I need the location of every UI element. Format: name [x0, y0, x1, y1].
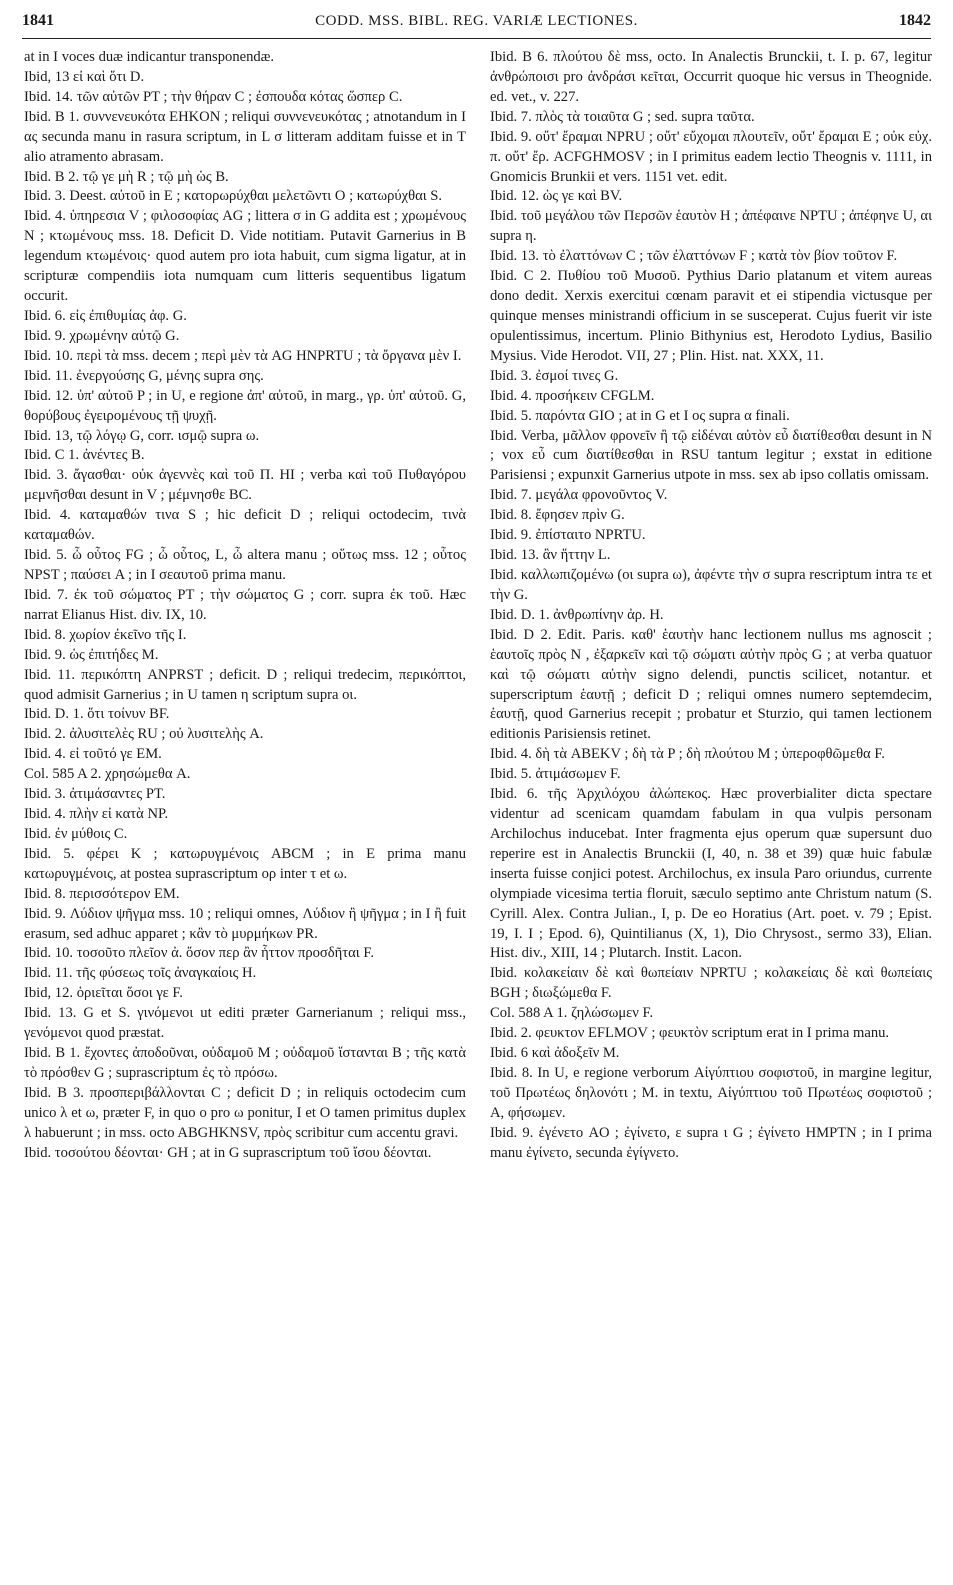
apparatus-entry: Ibid. τοσούτου δέονται· GH ; at in G suprascriptum τοῦ ἴσου δέονται.: [24, 1144, 432, 1161]
apparatus-entry: Ibid. τοῦ μεγάλου τῶν Περσῶν ἑαυτὸν H ; ἀπέφαινε NPTU ; ἀπέφηνε U, αι supra η.: [490, 208, 932, 245]
page-number-right: 1842: [899, 12, 931, 29]
apparatus-entry: Ibid. 2. φευκτον EFLMOV ; φευκτὸν scriptum erat in I prima manu.: [490, 1025, 890, 1042]
apparatus-entry: Ibid. 14. τῶν αὐτῶν PT ; τὴν θήραν C ; ἐσπουδα κότας ὥσπερ C.: [24, 88, 403, 105]
apparatus-entry: Ibid. καλλωπιζομένω (οι supra ω), ἀφέντε τὴν σ supra rescriptum intra τε et τὴν G.: [490, 566, 932, 603]
apparatus-entry: Ibid. 4. ὑπηρεσια V ; φιλοσοφίας AG ; littera σ in G addita est ; χρωμένους N ; κτωμένους mss. 18. Deficit D. Vide notitiam. Putavit Garnerius in B legendum κτωμένοις· quod autem pro iota habuit, cum sigma ligatur, at in scripturæ compendiis iota numquam cum litteris sequentibus ligatum occurit.: [24, 208, 466, 305]
apparatus-entry: Ibid. 11. ἐνεργούσης G, μένης supra σης.: [24, 367, 264, 384]
apparatus-entry: Ibid. 10. περὶ τὰ mss. decem ; περὶ μὲν τὰ AG HNPRTU ; τὰ ὄργανα μὲν I.: [24, 347, 462, 364]
apparatus-entry: Ibid. 13. τὸ ἐλαττόνων C ; τῶν ἐλαττόνων F ; κατὰ τὸν βίον τοῦτον F.: [490, 248, 898, 265]
apparatus-entry: Ibid. 9. χρωμένην αὐτῷ G.: [24, 327, 180, 344]
apparatus-entry: Ibid. 6. εἰς ἐπιθυμίας ἀφ. G.: [24, 307, 187, 324]
apparatus-entry: Ibid. 6. τῆς Ἀρχιλόχου ἀλώπεκος. Hæc proverbialiter dicta spectare videntur ad scenicam quamdam fabulam in qua vulpis personam Archilochus inducebat. Inter fragmenta ejus operum quæ supersunt duo reperire est in Analectis Brunckii (I, 40, n. 38 et 39) quæ huic fabulæ inserta fuisse conjici potest. Archilochus, ex insula Paro oriundus, currente olympiade vicesima tertia floruit, sæculo septimo ante Christum natum (S. Cyrill. Alex. Contra Julian., I, p. De eo Horatius (Art. poet. v. 79 ; Epist. 19, I. I ; Epod. 6), Quintilianus (X, 1), Dio Chrysost., sermo 33), Elian. Hist. div., XIII, 14 ; Plutarch. Instit. Lacon.: [490, 786, 932, 962]
apparatus-entry: Ibid. 10. τοσοῦτο πλεῖον ἀ. ὅσον περ ἂν ἧττον προσδῆται F.: [24, 945, 374, 962]
apparatus-entry: Ibid. 4. εἰ τοῦτό γε EM.: [24, 746, 162, 763]
header-rule: [22, 38, 931, 39]
apparatus-entry: Ibid. 5. ὦ οὗτος FG ; ὦ οὗτος, L, ὦ altera manu ; οὕτως mss. 12 ; οὗτος NPST ; παύσει A ; in I σεαυτοῦ prima manu.: [24, 547, 466, 583]
apparatus-entry: Ibid. 5. ἀτιμάσωμεν F.: [490, 766, 621, 783]
apparatus-entry: Ibid. 12. ὑπ' αὐτοῦ P ; in U, e regione ἀπ' αὐτοῦ, in marg., γρ. ὑπ' αὐτοῦ. G, θορύβους ἐγειρομένους τῇ ψυχῇ.: [24, 387, 466, 424]
apparatus-entry: Ibid. 12. ὡς γε καὶ BV.: [490, 188, 623, 205]
running-title: CODD. MSS. BIBL. REG. VARIÆ LECTIONES.: [315, 13, 638, 29]
apparatus-entry: Ibid. 7. ἐκ τοῦ σώματος PT ; τὴν σώματος G ; corr. supra ἐκ τοῦ. Hæc narrat Elianus Hist. div. IX, 10.: [24, 586, 466, 623]
apparatus-entry: Ibid. 4. πλὴν εἰ κατὰ NP.: [24, 806, 169, 823]
apparatus-entry: Ibid. 3. ἄγασθαι· οὐκ ἀγεννὲς καὶ τοῦ Π. HI ; verba καὶ τοῦ Πυθαγόρου μεμνῆσθαι desunt in V ; μέμνησθε BC.: [24, 467, 466, 504]
apparatus-entry: Ibid. 4. καταμαθών τινα S ; hic deficit D ; reliqui octodecim, τινὰ καταμαθών.: [24, 507, 466, 544]
apparatus-entry: Ibid. 9. ὡς ἐπιτήδες M.: [24, 646, 159, 663]
apparatus-entry: Ibid. D. 1. ὅτι τοίνυν BF.: [24, 706, 170, 723]
apparatus-entry: Ibid. 5. φέρει K ; κατωρυγμένοις ABCM ; in E prima manu κατωρυγμένοις, at postea suprascriptum ορ inter τ et ω.: [24, 845, 466, 882]
apparatus-entry: Ibid. 8. ἔφησεν πρὶν G.: [490, 507, 625, 524]
apparatus-entry: Ibid. 9. οὔτ' ἔραμαι NPRU ; οὔτ' εὔχομαι πλουτεῖν, οὔτ' ἔραμαι E ; οὐκ εὐχ. π. οὔτ' ἔρ. ACFGHMOSV ; in I primitus eadem lectio Theognis v. 1111, in Gnomicis Brunkii et vers. 1151 vet. edit.: [490, 128, 932, 185]
apparatus-entry: Ibid. C 2. Πυθίου τοῦ Μυσοῦ. Pythius Dario platanum et vitem aureas dono dedit. Xerxis exercitui cœnam paravit et ei stipendia victusque per quinque menses ministrandi officium in se susceperat. Cujus fuerit vir iste opulentissimus, incertum. Plinio Bithynius est, Herodoto Lydius, Basilio Mysius. Vide Herodot. VII, 27 ; Plin. Hist. nat. XXX, 11.: [490, 268, 932, 364]
apparatus-entry: Ibid. 3. ἀτιμάσαντες PT.: [24, 786, 166, 803]
apparatus-entry: Ibid. 4. προσήκειν CFGLM.: [490, 387, 655, 404]
apparatus-entry: Ibid. 6 καὶ ἀδοξεῖν M.: [490, 1045, 620, 1062]
apparatus-entry: at in I voces duæ indicantur transponendæ.: [24, 49, 275, 65]
apparatus-entry: Ibid. 5. παρόντα GIO ; at in G et I ος supra α finali.: [490, 407, 790, 424]
apparatus-entry: Ibid. C 1. ἀνέντες B.: [24, 447, 145, 464]
apparatus-entry: Ibid. 9. ἐγένετο AO ; ἐγίνετο, ε supra ι G ; ἐγίνετο HMPTN ; in I prima manu ἐγίνετο, secunda ἐγίγνετο.: [490, 1124, 932, 1161]
apparatus-entry: Ibid. D. 1. ἀνθρωπίνην ἀρ. H.: [490, 606, 664, 623]
apparatus-entry: Ibid. B 1. συννενευκότα EHKON ; reliqui συννενευκότας ; atnotandum in I ας secunda manu in rasura scriptum, in L σ litteram additam fuisse et in T alio atramento abrasam.: [24, 108, 466, 165]
apparatus-entry: Ibid. B 1. ἔχοντες ἀποδοῦναι, οὐδαμοῦ M ; οὐδαμοῦ ἵστανται B ; τῆς κατὰ τὸ πρόσθεν G ; suprascriptum ἐς τὸ πρόσω.: [24, 1045, 466, 1082]
apparatus-entry: Ibid, 13 εἰ καὶ ὅτι D.: [24, 68, 145, 85]
page-header: [22, 10, 931, 36]
apparatus-entry: Ibid. B 3. προσπεριβάλλονται C ; deficit D ; in reliquis octodecim cum unico λ et ω, præter F, in quo ο pro ω ponitur, I et O tamen primitus duplex λ habuerunt ; in mss. octo ABGHKNSV, πρὸς scribitur cum accentu gravi.: [24, 1084, 466, 1141]
apparatus-entry: Ibid. 8. In U, e regione verborum Αἰγύπτιου σοφιστοῦ, in margine legitur, τοῦ Πρωτέως δηλονότι ; M. in textu, Αἰγύπτιου τοῦ Πρωτέως σοφιστοῦ ; A, φήσωμεν.: [490, 1065, 932, 1121]
apparatus-entry: Col. 585 A 2. χρησώμεθα A.: [24, 766, 191, 783]
apparatus-entry: Ibid. 4. δὴ τὰ ABEKV ; δὴ τὰ P ; δὴ πλούτου M ; ὑπεροφθῶμεθα F.: [490, 746, 885, 763]
apparatus-entry: Ibid. 9. ἐπίσταιτο NPRTU.: [490, 527, 646, 544]
right-column: [490, 48, 932, 1164]
apparatus-entry: Ibid. Verba, μᾶλλον φρονεῖν ἢ τῷ εἰδέναι αὐτὸν εὖ διατίθεσθαι desunt in N ; vox εὖ cum διατίθεσθαι in RSU tantum legitur ; exstat in editione Parisiensi ; expunxit Garnerius utpote in mss. sex ab ipso collatis omissam.: [490, 427, 932, 484]
apparatus-entry: Ibid. 2. ἀλυσιτελὲς RU ; οὐ λυσιτελὴς A.: [24, 726, 264, 743]
apparatus-entry: Ibid. 9. Λύδιον ψῆγμα mss. 10 ; reliqui omnes, Λύδιον ἢ ψῆγμα ; in I ἢ fuit erasum, sed adhuc apparet ; κἂν τὸ μυρμήκων PR.: [24, 905, 466, 942]
apparatus-entry: Ibid. 7. μεγάλα φρονοῦντος V.: [490, 487, 668, 504]
apparatus-entry: Ibid. 3. Deest. αὐτοῦ in E ; κατορωρύχθαι μελετῶντι O ; κατωρύχθαι S.: [24, 188, 443, 205]
apparatus-entry: Ibid. 3. ἐσμοί τινες G.: [490, 367, 619, 384]
apparatus-entry: Col. 588 A 1. ζηλώσωμεν F.: [490, 1005, 654, 1022]
apparatus-entry: Ibid. D 2. Edit. Paris. καθ' ἑαυτὴν hanc lectionem nullus ms agnoscit ; ἑαυτοῖς πρὸς N , ἐξαρκεῖν καὶ τῷ σώματι αὐτὴν πρὸς G ; at verba quatuor καὶ τῷ σώματι αὐτὴν signo delendi, punctis scilicet, notantur. et superscriptum ἑαυτῇ ; deficit D ; reliqui omnes numero septemdecim, ἑαυτῇ, quod Garnerius recepit ; probatur et Sturzio, qui tamen lectionem editionis Parisiensis retinet.: [490, 626, 932, 743]
left-column: [24, 48, 466, 1164]
apparatus-entry: Ibid. 11. περικόπτη ANPRST ; deficit. D ; reliqui tredecim, περικόπτοι, quod admisit Garnerius ; in U tamen η scriptum supra οι.: [24, 666, 466, 703]
apparatus-entry: Ibid. B 2. τῷ γε μὴ R ; τῷ μὴ ὡς B.: [24, 168, 229, 185]
apparatus-entry: Ibid. 11. τῆς φύσεως τοῖς ἀναγκαίοις H.: [24, 965, 257, 982]
apparatus-entry: Ibid. 8. χωρίον ἐκεῖνο τῆς I.: [24, 626, 187, 643]
apparatus-entry: Ibid. B 6. πλούτου δὲ mss, octo. In Analectis Brunckii, t. I. p. 67, legitur ἀνθρώποισι pro ἀνδράσι κεῖται, Occurrit quoque hic versus in Theognide. ed. vet., v. 227.: [490, 49, 932, 105]
apparatus-entry: Ibid. ἐν μύθοις C.: [24, 825, 128, 842]
apparatus-entry: Ibid, 12. ὁριεῖται ὅσοι γε F.: [24, 985, 183, 1002]
apparatus-entry: Ibid. 13, τῷ λόγῳ G, corr. ισμῷ supra ω.: [24, 427, 260, 444]
apparatus-entry: Ibid. 7. πλὸς τὰ τοιαῦτα G ; sed. supra ταῦτα.: [490, 108, 755, 125]
apparatus-entry: Ibid. 13. G et S. γινόμενοι ut editi præter Garnerianum ; reliqui mss., γενόμενοι quod præstat.: [24, 1005, 466, 1042]
apparatus-entry: Ibid. 13. ἂν ἥττην L.: [490, 547, 611, 564]
page-number-left: 1841: [22, 12, 54, 29]
apparatus-entry: Ibid. 8. περισσότερον EM.: [24, 885, 180, 902]
apparatus-entry: Ibid. κολακείαιν δὲ καὶ θωπείαιν NPRTU ; κολακείαις δὲ καὶ θωπείαις BGH ; διωξώμεθα F.: [490, 965, 932, 1002]
